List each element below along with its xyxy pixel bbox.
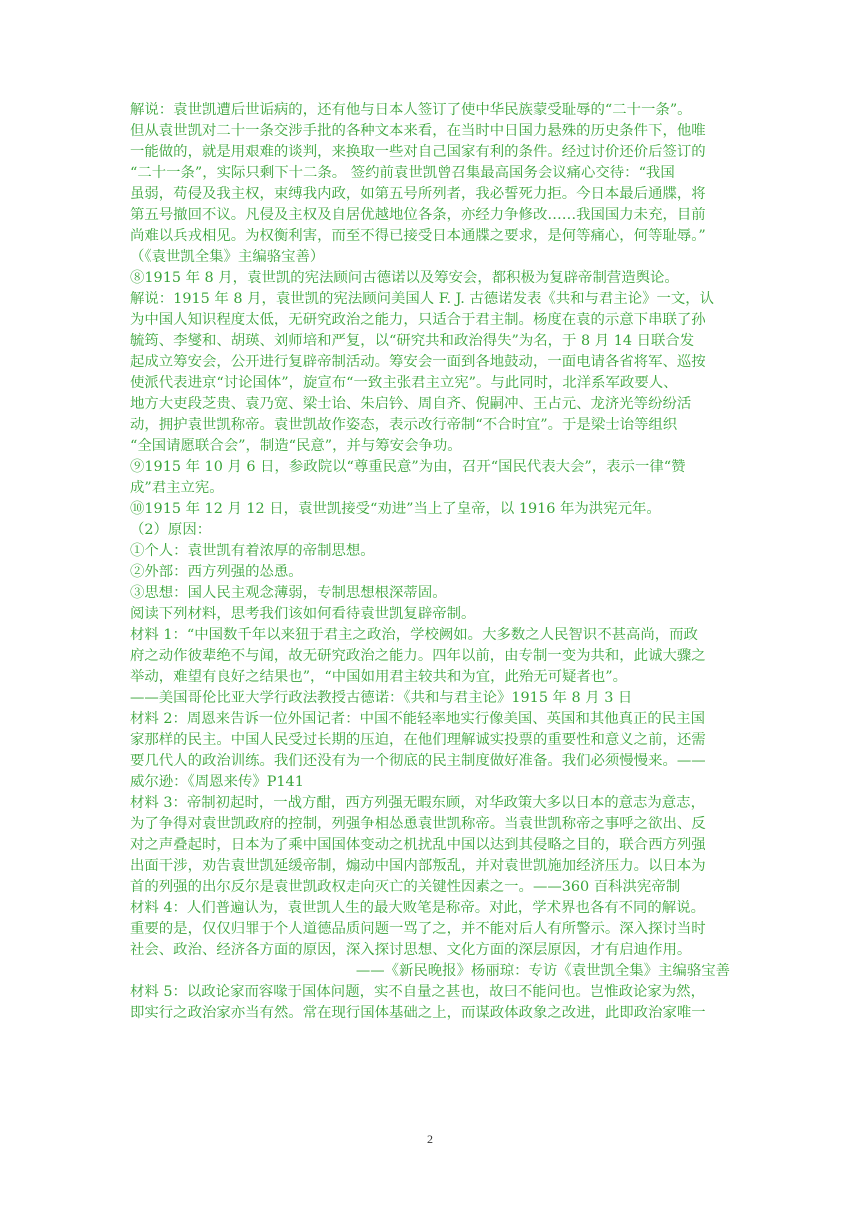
text-line: “二十一条”，实际只剩下十二条。 签约前袁世凯曾召集最高国务会议痛心交待：“我国 bbox=[130, 165, 675, 181]
paragraph bbox=[130, 268, 730, 289]
paragraph bbox=[130, 583, 730, 604]
text-line: 虽弱，苟侵及我主权，束缚我内政，如第五号所列者，我必誓死力拒。今日本最后通牒，将 bbox=[130, 186, 706, 202]
text-line: 但从袁世凯对二十一条交涉手批的各种文本来看，在当时中日国力悬殊的历史条件下，他唯 bbox=[130, 123, 706, 139]
paragraph bbox=[130, 541, 730, 562]
text-line: （2）原因： bbox=[130, 522, 212, 538]
paragraph bbox=[130, 100, 730, 268]
paragraph bbox=[130, 499, 730, 520]
text-line: 第五号撤回不议。凡侵及主权及自居优越地位各条，亦经力争修改……我国国力未充，目前 bbox=[130, 207, 706, 223]
text-line: 首的列强的出尔反尔是袁世凯政权走向灭亡的关键性因素之一。——360 百科洪宪帝制 bbox=[130, 879, 681, 895]
text-line: 毓筠、李燮和、胡瑛、刘师培和严复，以“研究共和政治得失”为名，于 8 月 14 日联合发 bbox=[130, 333, 695, 349]
text-line: 府之动作彼辈绝不与闻，故无研究政治之能力。四年以前，由专制一变为共和，此诚大骤之 bbox=[130, 648, 706, 664]
text-line: 地方大吏段芝贵、袁乃宽、梁士诒、朱启钤、周自齐、倪嗣冲、王占元、龙济光等纷纷活 bbox=[130, 396, 692, 412]
text-line: 材料 2：周恩来告诉一位外国记者：中国不能轻率地实行像美国、英国和其他真正的民主国 bbox=[130, 711, 705, 727]
text-line: 重要的是，仅仅归罪于个人道德品质问题一骂了之，并不能对后人有所警示。深入探讨当时 bbox=[130, 921, 706, 937]
text-line: 为中国人知识程度太低，无研究政治之能力，只适合于君主制。杨度在袁的示意下串联了孙 bbox=[130, 312, 706, 328]
text-line: 家那样的民主。中国人民受过长期的压迫，在他们理解诚实投票的重要性和意义之前，还需 bbox=[130, 732, 706, 748]
text-line: 即实行之政治家亦当有然。常在现行国体基础之上，而谋政体政象之改进，此即政治家唯一 bbox=[130, 1005, 706, 1021]
paragraph bbox=[130, 604, 730, 625]
text-line: 出面干涉，劝告袁世凯延缓帝制，煽动中国内部叛乱，并对袁世凯施加经济压力。以日本为 bbox=[130, 858, 706, 874]
text-line: ①个人：袁世凯有着浓厚的帝制思想。 bbox=[130, 543, 375, 559]
paragraph bbox=[130, 520, 730, 541]
text-line: 举动，难望有良好之结果也”，“中国如用君主较共和为宜，此殆无可疑者也”。 bbox=[130, 669, 627, 685]
text-line: 解说：1915 年 8 月，袁世凯的宪法顾问美国人 F. J. 古德诺发表《共和与君主论》一文，认 bbox=[130, 291, 715, 307]
paragraph bbox=[130, 625, 730, 688]
text-line: ⑩1915 年 12 月 12 日，袁世凯接受“劝进”当上了皇帝，以 1916 年为洪宪元年。 bbox=[130, 501, 661, 517]
text-line: 成”君主立宪。 bbox=[130, 480, 224, 496]
paragraph bbox=[130, 688, 730, 709]
text-line: 阅读下列材料，思考我们该如何看待袁世凯复辟帝制。 bbox=[130, 606, 476, 622]
text-line: 对之声叠起时，日本为了乘中国国体变动之机扰乱中国以达到其侵略之目的，联合西方列强 bbox=[130, 837, 706, 853]
paragraph bbox=[130, 982, 730, 1024]
text-line: 威尔逊：《周恩来传》P141 bbox=[130, 774, 304, 790]
text-line: ③思想：国人民主观念薄弱，专制思想根深蒂固。 bbox=[130, 585, 447, 601]
paragraph bbox=[130, 709, 730, 793]
page-body-text bbox=[130, 100, 730, 1024]
text-line: 使派代表进京“讨论国体”，旋宣布“一致主张君主立宪”。与此同时，北洋系军政要人、 bbox=[130, 375, 678, 391]
text-line: 一能做的，就是用艰难的谈判，来换取一些对自己国家有利的条件。经过讨价还价后签订的 bbox=[130, 144, 706, 160]
text-line: 尚难以兵戎相见。为权衡利害，而至不得已接受日本通牒之要求，是何等痛心，何等耻辱。” bbox=[130, 228, 706, 244]
text-line: 为了争得对袁世凯政府的控制，列强争相怂恿袁世凯称帝。当袁世凯称帝之事呼之欲出、反 bbox=[130, 816, 706, 832]
paragraph bbox=[130, 457, 730, 499]
paragraph bbox=[130, 793, 730, 898]
text-line: ②外部：西方列强的怂恿。 bbox=[130, 564, 303, 580]
paragraph bbox=[130, 562, 730, 583]
text-line: 材料 4：人们普遍认为，袁世凯人生的最大败笔是称帝。对此，学术界也各有不同的解说。 bbox=[130, 900, 705, 916]
text-line: 动，拥护袁世凯称帝。袁世凯故作姿态，表示改行帝制“不合时宜”。于是梁士诒等组织 bbox=[130, 417, 678, 433]
page-number: 2 bbox=[427, 1132, 433, 1146]
text-line: 材料 5：以政论家而容喙于国体问题，实不自量之甚也，故曰不能问也。岂惟政论家为然， bbox=[130, 984, 705, 1000]
text-line: ——《新民晚报》杨丽琼：专访《袁世凯全集》主编骆宝善 bbox=[355, 963, 730, 979]
text-line: 要几代人的政治训练。我们还没有为一个彻底的民主制度做好准备。我们必须慢慢来。—— bbox=[130, 753, 706, 769]
text-line: 解说：袁世凯遭后世诟病的，还有他与日本人签订了使中华民族蒙受耻辱的“二十一条”。 bbox=[130, 102, 692, 118]
text-line: （《袁世凯全集》主编骆宝善） bbox=[130, 249, 325, 265]
text-line: 社会、政治、经济各方面的原因，深入探讨思想、文化方面的深层原因，才有启迪作用。 bbox=[130, 942, 692, 958]
text-line: 材料 1：“中国数千年以来狃于君主之政治，学校阙如。大多数之人民智识不甚高尚，而政 bbox=[130, 627, 698, 643]
text-line: “全国请愿联合会”，制造“民意”，并与筹安会争功。 bbox=[130, 438, 462, 454]
text-line: 材料 3：帝制初起时，一战方酣，西方列强无暇东顾，对华政策大多以日本的意志为意志， bbox=[130, 795, 705, 811]
paragraph bbox=[130, 898, 730, 961]
text-line: ⑨1915 年 10 月 6 日，参政院以“尊重民意”为由，召开“国民代表大会”，表示一律“赞 bbox=[130, 459, 686, 475]
paragraph bbox=[130, 961, 730, 982]
text-line: ⑧1915 年 8 月，袁世凯的宪法顾问古德诺以及筹安会，都积极为复辟帝制营造舆论。 bbox=[130, 270, 679, 286]
paragraph bbox=[130, 289, 730, 457]
text-line: ——美国哥伦比亚大学行政法教授古德诺：《共和与君主论》1915 年 8 月 3 日 bbox=[130, 690, 633, 706]
text-line: 起成立筹安会，公开进行复辟帝制活动。筹安会一面到各地鼓动，一面电请各省将军、巡按 bbox=[130, 354, 706, 370]
